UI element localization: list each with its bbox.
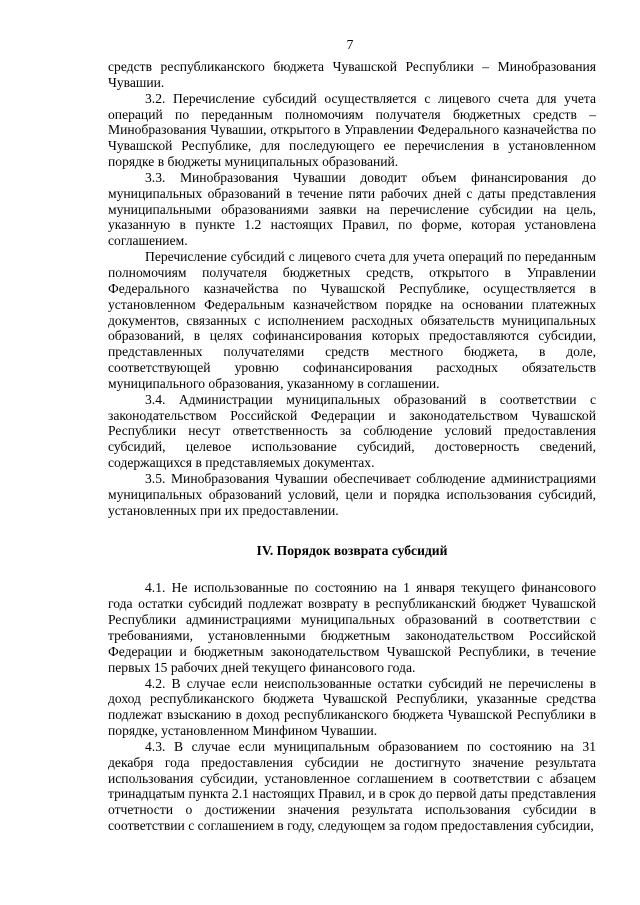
document-body — [108, 59, 596, 834]
paragraph-4-3: 4.3. В случае если муниципальным образованием по состоянию на 31 декабря года предоставления субсидии не достигнуто значение результата использования субсидии, установленное соглашением в соответствии с абзацем тринадцатым пункта 2.1 настоящих Правил, и в срок до первой даты представления отчетности о достижении значения результата использования субсидии в соответствии с соглашением в году, следующем за годом предоставления субсидии, — [108, 738, 596, 834]
paragraph-4-1: 4.1. Не использованные по состоянию на 1 января текущего финансового года остатки субсидий подлежат возврату в республиканский бюджет Чувашской Республики администрациями муниципальных образований в соответствии с требованиями, установленными бюджетным законодательством Российской Федерации и бюджетным законодательством Чувашской Республики, в течение первых 15 рабочих дней текущего финансового года. — [108, 580, 596, 675]
paragraph-continuation: средств республиканского бюджета Чувашской Республики – Минобразования Чувашии. — [108, 59, 596, 90]
section-heading: IV. Порядок возврата субсидий — [256, 543, 448, 559]
page-number: 7 — [346, 37, 354, 52]
paragraph-4-2: 4.2. В случае если неиспользованные остатки субсидий не перечислены в доход республиканского бюджета Чувашской Республики, указанные средства подлежат взысканию в доход республиканского бюджета Чувашской Республики в порядке, установленном Минфином Чувашии. — [108, 675, 596, 739]
paragraph-3-2: 3.2. Перечисление субсидий осуществляется с лицевого счета для учета операций по переданным полномочиям получателя бюджетных средств – Минобразования Чувашии, открытого в Управлении Федерального казначейства по Чувашской Республике, для последующего ее перечисления в установленном порядке в бюджеты муниципальных образований. — [108, 90, 596, 170]
paragraph-transfer: Перечисление субсидий с лицевого счета для учета операций по переданным полномочиям получателя бюджетных средств, открытого в Управлении Федерального казначейства по Чувашской Республике, осуществляется в установленном Федеральным казначейством порядке на основании платежных документов, связанных с исполнением расходных обязательств муниципальных образований, в целях софинансирования которых предоставляются субсидии, представленных получателями средств местного бюджета, в доле, соответствующей уровню софинансирования расходных обязательств муниципального образования, указанному в соглашении. — [108, 249, 596, 391]
paragraph-3-3: 3.3. Минобразования Чувашии доводит объем финансирования до муниципальных образований в течение пяти рабочих дней с даты представления муниципальными образованиями заявки на перечисление субсидии на цель, указанную в пункте 1.2 настоящих Правил, по форме, которая установлена соглашением. — [108, 169, 596, 249]
paragraph-3-4: 3.4. Администрации муниципальных образований в соответствии с законодательством Российской Федерации и законодательством Чувашской Республики несут ответственность за соблюдение условий предоставления субсидий, целевое использование субсидий, достоверность сведений, содержащихся в представляемых документах. — [108, 391, 596, 471]
paragraph-3-5: 3.5. Минобразования Чувашии обеспечивает соблюдение администрациями муниципальных образований условий, цели и порядка использования субсидий, установленных при их предоставлении. — [108, 470, 596, 518]
